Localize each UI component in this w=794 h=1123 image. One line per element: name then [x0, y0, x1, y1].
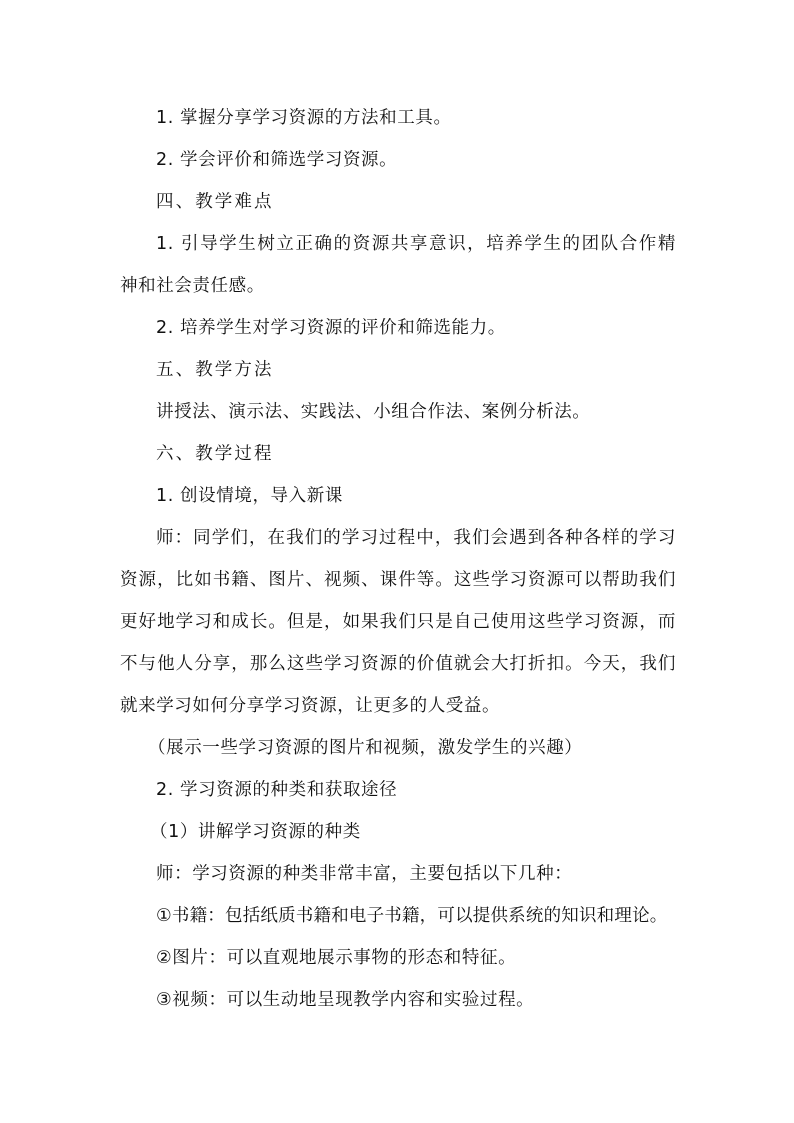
section-heading-difficulties: 四、教学难点	[156, 192, 274, 212]
process-step-1-title: 1. 创设情境，导入新课	[156, 486, 343, 506]
resource-types-intro: 师：学习资源的种类非常丰富，主要包括以下几种：	[156, 864, 573, 884]
activity-note: （展示一些学习资源的图片和视频，激发学生的兴趣）	[148, 738, 583, 758]
resource-type-books: ①书籍：包括纸质书籍和电子书籍，可以提供系统的知识和理论。	[156, 906, 668, 926]
resource-type-videos: ③视频：可以生动地呈现教学内容和实验过程。	[156, 990, 535, 1010]
process-step-2-title: 2. 学习资源的种类和获取途径	[156, 780, 398, 800]
methods-text: 讲授法、演示法、实践法、小组合作法、案例分析法。	[156, 402, 591, 422]
paragraph-intro-line-3: 更好地学习和成长。但是，如果我们只是自己使用这些学习资源，而	[120, 612, 676, 632]
resource-type-images: ②图片：可以直观地展示事物的形态和特征。	[156, 948, 517, 968]
difficulty-1-line-2: 神和社会责任感。	[120, 276, 265, 296]
paragraph-intro-line-5: 就来学习如何分享学习资源，让更多的人受益。	[120, 696, 501, 716]
sub-step-title: （1）讲解学习资源的种类	[150, 822, 361, 842]
list-item-objective-2: 2. 学会评价和筛选学习资源。	[156, 150, 398, 170]
paragraph-intro-line-4: 不与他人分享，那么这些学习资源的价值就会大打折扣。今天，我们	[120, 654, 676, 674]
paragraph-intro-line-2: 资源，比如书籍、图片、视频、课件等。这些学习资源可以帮助我们	[120, 570, 676, 590]
section-heading-process: 六、教学过程	[156, 444, 274, 464]
difficulty-1-line-1: 1. 引导学生树立正确的资源共享意识，培养学生的团队合作精	[156, 234, 676, 254]
difficulty-2: 2. 培养学生对学习资源的评价和筛选能力。	[156, 318, 506, 338]
paragraph-intro-line-1: 师：同学们，在我们的学习过程中，我们会遇到各种各样的学习	[156, 528, 676, 548]
list-item-objective-1: 1. 掌握分享学习资源的方法和工具。	[156, 108, 452, 128]
section-heading-methods: 五、教学方法	[156, 360, 274, 380]
